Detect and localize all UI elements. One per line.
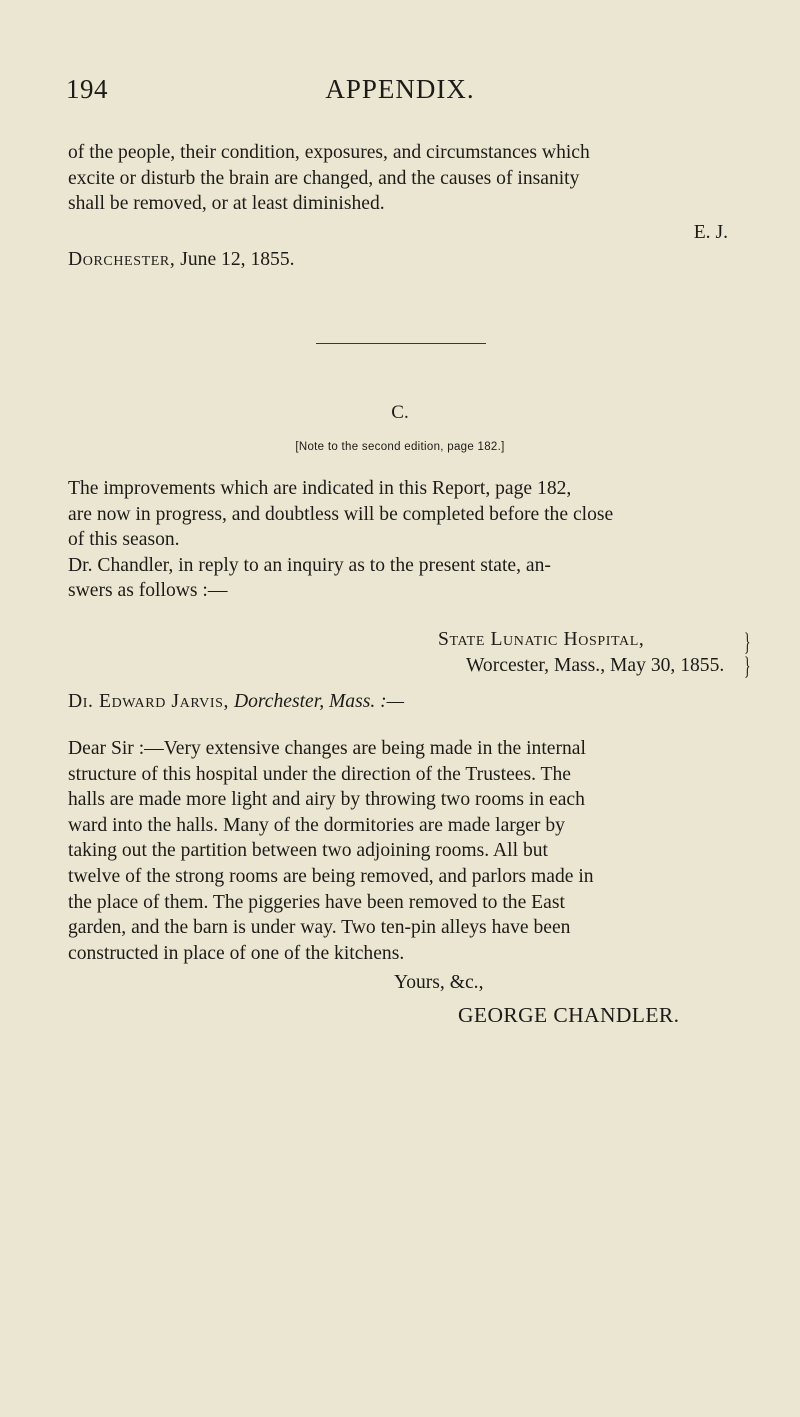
text-line: constructed in place of one of the kitchens. [68,942,405,964]
letter-body [68,736,754,966]
text-line: Dear Sir :—Very extensive changes are being made in the internal [68,738,586,759]
letter-heading-place-date: Worcester, Mass., May 30, 1855. [466,654,725,676]
text-line: swers as follows :— [68,580,228,602]
section-divider [316,343,486,344]
dateline-place: Dorchester, [68,249,176,270]
section-note: [Note to the second edition, page 182.] [295,441,505,453]
brace-glyph: } } [744,629,751,680]
text-line: the place of them. The piggeries have been removed to the East [68,891,565,913]
text-line: Dr. Chandler, in reply to an inquiry as to the present state, an- [68,554,551,576]
text-line: The improvements which are indicated in this Report, page 182, [68,478,572,499]
dateline-date: June 12, 1855. [180,249,295,270]
improvements-paragraph [68,476,754,604]
text-line: excite or disturb the brain are changed, and the causes of insanity [68,167,580,189]
text-line: ward into the halls. Many of the dormitories are made larger by [68,814,565,836]
page-header [0,74,800,114]
salutation-recipient: Di. Edward Jarvis, [68,691,230,712]
text-line: halls are made more light and airy by throwing two rooms in each [68,789,585,811]
letter-heading-institution: State Lunatic Hospital, [438,629,645,650]
text-line: shall be removed, or at least diminished. [68,193,385,215]
text-line: taking out the partition between two adjoining rooms. All but [68,840,548,862]
text-line: are now in progress, and doubtless will be completed before the close [68,503,614,525]
section-label: C. [391,402,409,423]
author-initials: E. J. [693,222,728,243]
letter-signature: GEORGE CHANDLER. [458,1003,680,1027]
top-paragraph [68,140,754,217]
letter-closing: Yours, &c., [394,972,484,993]
letter-heading [438,627,724,678]
text-line: structure of this hospital under the direction of the Trustees. The [68,763,571,785]
running-title: APPENDIX. [325,74,475,104]
salutation-location: Dorchester, Mass. :— [233,691,405,712]
text-line: of the people, their condition, exposures, and circumstances which [68,142,590,163]
text-line: of this season. [68,529,180,551]
text-line: twelve of the strong rooms are being removed, and parlors made in [68,865,594,887]
salutation [68,691,404,713]
text-line: garden, and the barn is under way. Two ten-pin alleys have been [68,917,571,939]
page-number: 194 [66,74,108,104]
dateline [68,249,295,271]
